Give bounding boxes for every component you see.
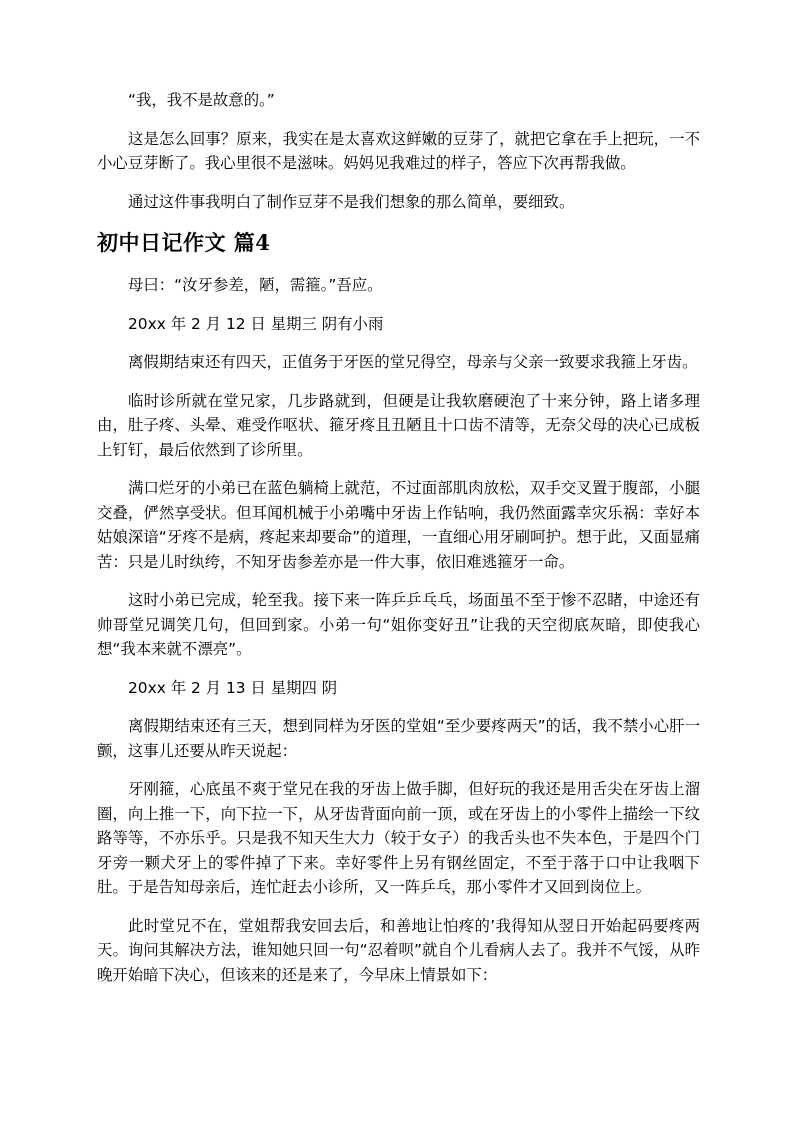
diary-date-1: 20xx 年 2 月 12 日 星期三 阴有小雨 [128, 314, 384, 333]
paragraph-little-brother: 满口烂牙的小弟已在蓝色躺椅上就范，不过面部肌肉放松，双手交叉置于腹部，小腿交叠，俨然享受状。但耳闻机械于小弟嘴中牙齿上作钻响，我仍然面露幸灾乐祸：幸好本姑娘深谙“牙疼不是病，疼起来却要命”的道理，一直细心用牙刷呵护。想于此，又面显痛苦：只是儿时纨绔，不知牙齿参差亦是一件大事，依旧难逃箍牙一命。 [97, 479, 700, 571]
paragraph-three-days: 离假期结束还有三天，想到同样为牙医的堂姐“至少要疼两天”的话，我不禁小心肝一颤，这事儿还要从昨天说起： [97, 717, 700, 760]
paragraph-lesson: 通过这件事我明白了制作豆芽不是我们想象的那么简单，要细致。 [128, 192, 575, 211]
paragraph-holiday-four-days: 离假期结束还有四天，正值务于牙医的堂兄得空，母亲与父亲一致要求我箍上牙齿。 [128, 353, 698, 371]
paragraph-cousin-sister: 此时堂兄不在，堂姐帮我安回去后，和善地让怕疼的’我得知从翌日开始起码要疼两天。询问其解决方法，谁知她只回一句“忍着呗”就自个儿看病人去了。我并不气馁，从昨晚开始暗下决心，但该来的还是来了，今早床上情景如下： [97, 916, 700, 984]
paragraph-bean-sprout: 这是怎么回事？原来，我实在是太喜欢这鲜嫩的豆芽了，就把它拿在手上把玩，一不小心豆芽断了。我心里很不是滋味。妈妈见我难过的样子，答应下次再帮我做。 [97, 129, 700, 172]
paragraph-my-turn: 这时小弟已完成，轮至我。接下来一阵乒乒乓乓，场面虽不至于惨不忍睹，中途还有帅哥堂兄调笑几句，但回到家。小弟一句“姐你变好丑”让我的天空彻底灰暗，即使我心想“我本来就不漂亮”。 [97, 591, 700, 658]
paragraph-mother-said: 母曰：“汝牙参差，陋，需箍。”吾应。 [128, 276, 383, 294]
section-heading: 初中日记作文 篇4 [97, 230, 271, 255]
paragraph-clinic: 临时诊所就在堂兄家，几步路就到，但硬是让我软磨硬泡了十来分钟，路上诸多理由，肚子疼、头晕、难受作呕状、箍牙疼且丑陋且十口齿不清等，无奈父母的决心已成板上钉钉，最后依然到了诊所里。 [97, 391, 700, 459]
document-page [97, 88, 700, 987]
diary-date-2: 20xx 年 2 月 13 日 星期四 阴 [128, 678, 338, 697]
paragraph-quote: “我，我不是故意的。” [128, 91, 275, 109]
paragraph-tongue: 牙刚箍，心底虽不爽于堂兄在我的牙齿上做手脚，但好玩的我还是用舌尖在牙齿上溜圈，向上推一下，向下拉一下，从牙齿背面向前一顶，或在牙齿上的小零件上描绘一下纹路等等，不亦乐乎。只是我不知天生大力（较于女子）的我舌头也不失本色，于是四个门牙旁一颗犬牙上的零件掉了下来。幸好零件上另有钢丝固定，不至于落于口中让我咽下肚。于是告知母亲后，连忙赶去小诊所，又一阵乒乓，那小零件才又回到岗位上。 [97, 780, 700, 896]
